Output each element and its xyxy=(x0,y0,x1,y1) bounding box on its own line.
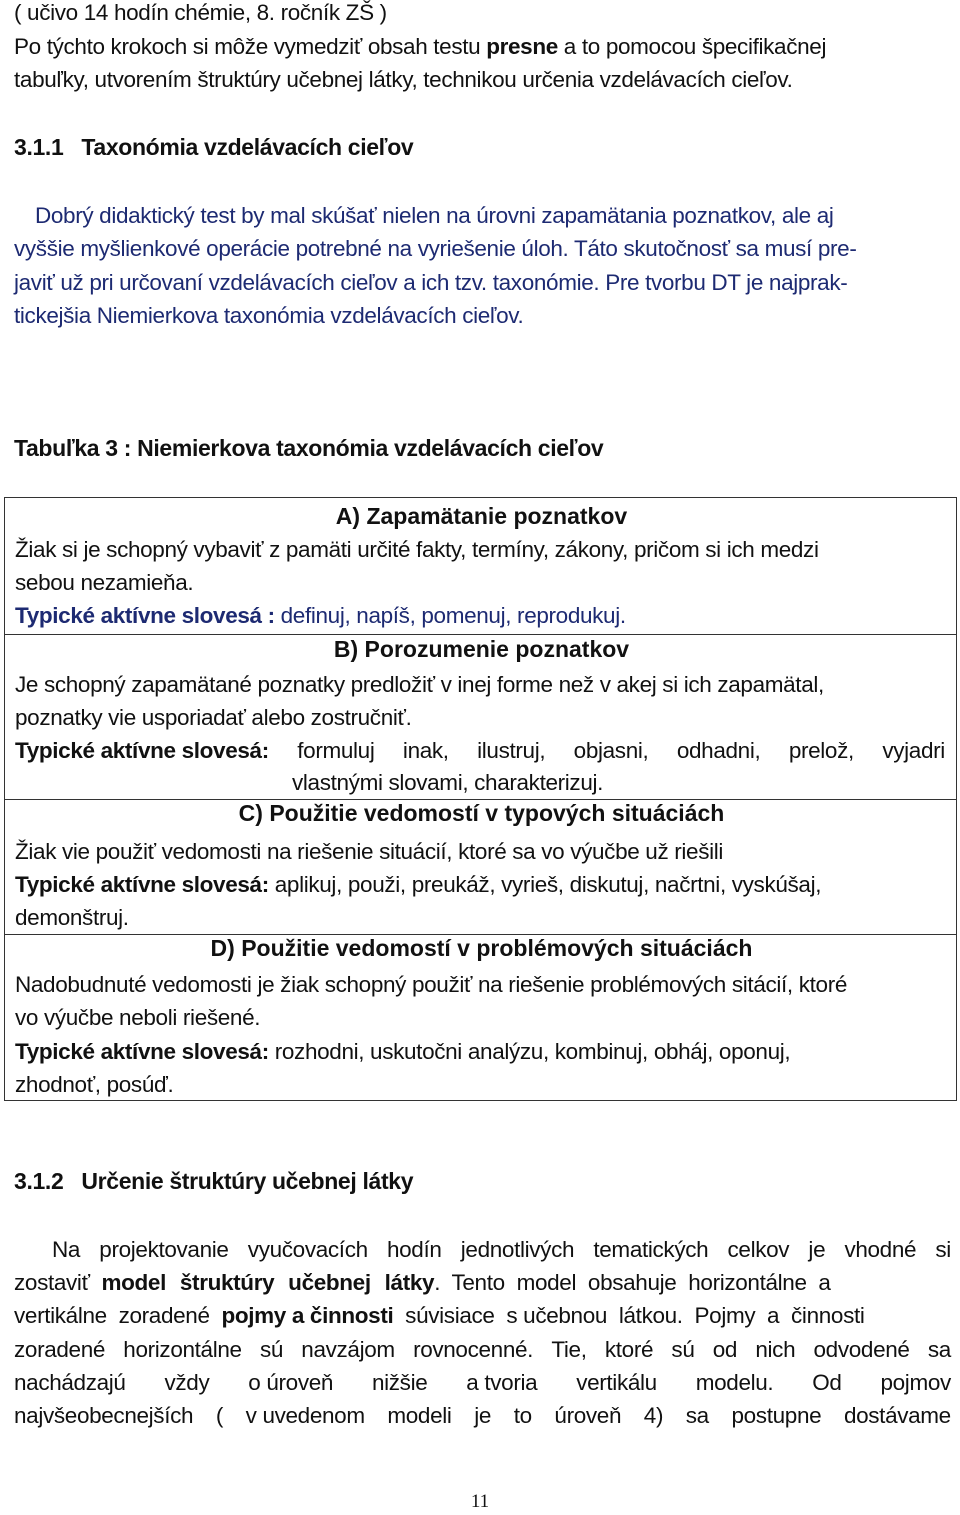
level-c-desc-1: Žiak vie použiť vedomosti na riešenie situácií, ktoré sa vo výučbe už riešili xyxy=(15,839,724,864)
section1-line-1: Dobrý didaktický test by mal skúšať nielen na úrovni zapamätania poznatkov, ale aj xyxy=(35,203,834,228)
section2-line-3: vertikálne zoradené pojmy a činnosti súvisiace s učebnou látkou. Pojmy a činnosti xyxy=(14,1303,865,1328)
section1-line-4: tickejšia Niemierkova taxonómia vzdelávacích cieľov. xyxy=(14,303,524,328)
level-a-desc-1: Žiak si je schopný vybaviť z pamäti určité fakty, termíny, zákony, pričom si ich medzi xyxy=(15,537,819,562)
level-d-verbs-2: zhodnoť, posúď. xyxy=(15,1072,174,1097)
emphasis-model: model štruktúry učebnej látky xyxy=(101,1270,435,1295)
divider xyxy=(5,634,956,635)
level-b-desc-2: poznatky vie usporiadať alebo zostručniť. xyxy=(15,705,412,730)
level-d-desc-2: vo výučbe neboli riešené. xyxy=(15,1005,261,1030)
level-d-desc-1: Nadobudnuté vedomosti je žiak schopný použiť na riešenie problémových sitácií, ktoré xyxy=(15,972,848,997)
page-number: 11 xyxy=(470,1491,490,1512)
level-c-title: C) Použitie vedomostí v typových situáciách xyxy=(238,800,725,826)
table-caption: Tabuľka 3 : Niemierkova taxonómia vzdelávacích cieľov xyxy=(14,435,604,461)
level-b-desc-1: Je schopný zapamätané poznatky predložiť v inej forme než v akej si ich zapamätal, xyxy=(15,672,824,697)
level-a-desc-2: sebou nezamieňa. xyxy=(15,570,194,595)
taxonomy-table xyxy=(4,497,957,1101)
intro-line-3: tabuľky, utvorením štruktúry učebnej látky, technikou určenia vzdelávacích cieľov. xyxy=(14,67,793,92)
section1-line-2: vyššie myšlienkové operácie potrebné na vyriešenie úloh. Táto skutočnosť sa musí pre- xyxy=(14,236,857,261)
level-b-title: B) Porozumenie poznatkov xyxy=(333,636,630,662)
level-c-verbs-2: demonštruj. xyxy=(15,905,129,930)
emphasis-presne: presne xyxy=(486,34,558,59)
section2-line-5: nachádzajú vždy o úroveň nižšie a tvoria vertikálu modelu. Od pojmov xyxy=(14,1370,951,1395)
section2-line-2: zostaviť model štruktúry učebnej látky. Tento model obsahuje horizontálne a xyxy=(14,1270,831,1295)
level-c-verbs: Typické aktívne slovesá: aplikuj, použi, preukáž, vyrieš, diskutuj, načrtni, vyskúšaj, xyxy=(15,872,822,897)
intro-line-2: Po týchto krokoch si môže vymedziť obsah testu presne a to pomocou špecifikačnej xyxy=(14,34,827,59)
level-a-title: A) Zapamätanie poznatkov xyxy=(335,503,628,529)
section-heading-3-1-2: 3.1.2 Určenie štruktúry učebnej látky xyxy=(14,1168,414,1194)
section1-line-3: javiť už pri určovaní vzdelávacích cieľov a ich tzv. taxonómie. Pre tvorbu DT je najprak- xyxy=(14,270,848,295)
level-d-title: D) Použitie vedomostí v problémových situáciách xyxy=(210,935,753,961)
level-b-verbs: Typické aktívne slovesá: formuluj inak, ilustruj, objasni, odhadni, prelož, vyjadri xyxy=(15,738,945,763)
level-b-verbs-2: vlastnými slovami, charakterizuj. xyxy=(292,770,604,795)
level-a-verbs: Typické aktívne slovesá : definuj, napíš, pomenuj, reprodukuj. xyxy=(15,603,626,628)
section-heading-3-1-1: 3.1.1 Taxonómia vzdelávacích cieľov xyxy=(14,134,414,160)
section2-line-1: Na projektovanie vyučovacích hodín jednotlivých tematických celkov je vhodné si xyxy=(52,1237,951,1262)
section2-line-4: zoradené horizontálne sú navzájom rovnocenné. Tie, ktoré sú od nich odvodené sa xyxy=(14,1337,951,1362)
level-d-verbs: Typické aktívne slovesá: rozhodni, uskutočni analýzu, kombinuj, obháj, oponuj, xyxy=(15,1039,791,1064)
emphasis-pojmy: pojmy a činnosti xyxy=(221,1303,394,1328)
section2-line-6: najvšeobecnejších ( v uvedenom modeli je to úroveň 4) sa postupne dostávame xyxy=(14,1403,951,1428)
intro-line-1: ( učivo 14 hodín chémie, 8. ročník ZŠ ) xyxy=(14,0,387,25)
